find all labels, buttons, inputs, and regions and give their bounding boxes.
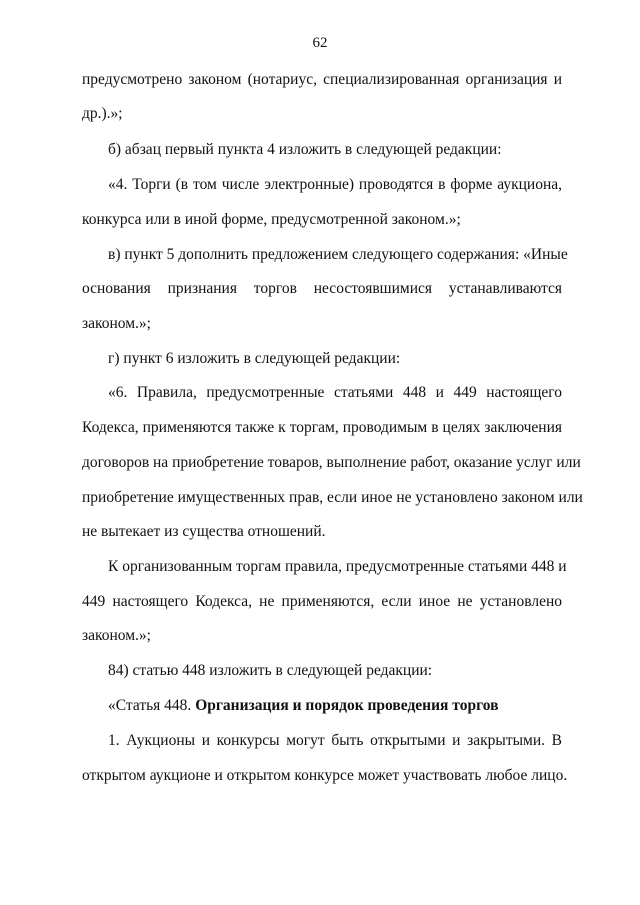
text-line: законом.»; — [82, 315, 151, 332]
text-line: «4. Торги (в том числе электронные) проводятся в форме аукциона, — [108, 176, 562, 193]
article-heading-prefix: «Статья 448. — [108, 697, 196, 714]
text-line: договоров на приобретение товаров, выполнение работ, оказание услуг или — [82, 454, 581, 471]
page-number: 62 — [312, 35, 328, 51]
text-line: «6. Правила, предусмотренные статьями 448 и 449 настоящего — [108, 384, 562, 401]
article-heading-title: Организация и порядок проведения торгов — [195, 697, 499, 714]
article-heading — [108, 696, 562, 716]
text-line: в) пункт 5 дополнить предложением следующего содержания: «Иные — [108, 246, 568, 263]
text-line: приобретение имущественных прав, если иное не установлено законом или — [82, 489, 583, 506]
text-line: законом.»; — [82, 627, 151, 644]
text-line: предусмотрено законом (нотариус, специализированная организация и — [82, 71, 562, 88]
text-line: открытом аукционе и открытом конкурсе может участвовать любое лицо. — [82, 767, 568, 784]
text-line: 84) статью 448 изложить в следующей редакции: — [108, 662, 433, 679]
text-line: основания признания торгов несостоявшимися устанавливаются — [82, 280, 562, 297]
text-line: б) абзац первый пункта 4 изложить в следующей редакции: — [108, 141, 502, 158]
text-line: не вытекает из существа отношений. — [82, 523, 326, 540]
text-line: Кодекса, применяются также к торгам, проводимым в целях заключения — [82, 419, 562, 436]
text-line: др.).»; — [82, 105, 123, 122]
text-line: конкурса или в иной форме, предусмотренной законом.»; — [82, 211, 461, 228]
text-line: 1. Аукционы и конкурсы могут быть открытыми и закрытыми. В — [108, 732, 562, 749]
text-line: 449 настоящего Кодекса, не применяются, если иное не установлено — [82, 593, 562, 610]
text-line: К организованным торгам правила, предусмотренные статьями 448 и — [108, 558, 567, 575]
text-line: г) пункт 6 изложить в следующей редакции: — [108, 350, 401, 367]
